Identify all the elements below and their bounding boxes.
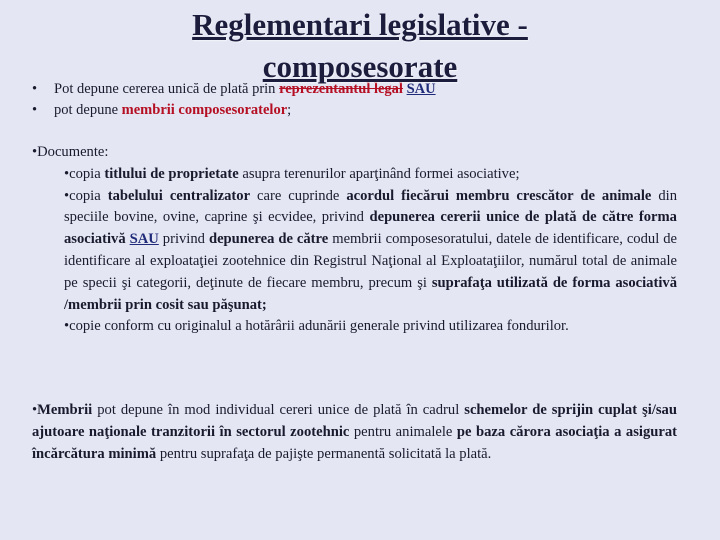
bullet2-lead: pot depune (54, 102, 119, 118)
bullet-dot: • (32, 102, 38, 118)
bullet-dot: • (32, 81, 38, 97)
documents-heading: •Documente: (32, 144, 109, 160)
document-item-titlu: •copia titlului de proprietate asupra terenurilor aparţinând formei asociative; (64, 165, 520, 182)
membrii-paragraph: •Membrii pot depune în mod individual cereri unice de plată în cadrul schemelor de sprijin cuplat şi/sau ajutoare naţionale tranzitorii în sectorul zootehnic pentru animalele pe baza cărora asociaţia a asigurat încărcătura minimă pentru suprafaţa de pajişte permanentă solicitată la plată. (32, 402, 677, 462)
bullet1-lead: Pot depune cererea unică de plată prin (54, 81, 276, 97)
bullet2-end: ; (287, 102, 292, 118)
documents-section (32, 142, 677, 338)
document-item-tabel: •copia tabelului centralizator care cuprinde acordul fiecărui membru crescător de animale din speciile bovine, ovine, caprine şi ecvidee, privind depunerea cererii unice de plată de către forma asociativă SAU privind depunerea de către membrii composesoratului, datele de identificare, codul de identificare al exploataţiei zootehnice din Registrul Naţional al Exploataţiilor, numărul total de animale pe specii şi categorii, deţinute de fiecare membru, precum şi suprafaţa utilizată de forma asociativă /membrii prin cosit sau păşunat; (64, 187, 678, 313)
item2-sau: SAU (129, 231, 159, 248)
bullet-membrii (32, 100, 291, 120)
bullet1-red-text: reprezentantul legal (279, 81, 403, 97)
page-title-line-2: composesorate (262, 49, 458, 84)
bullet2-red-text: membrii composesoratelor (121, 102, 288, 118)
document-item-hotarare: •copie conform cu originalul a hotărârii adunării generale privind utilizarea fondurilor. (64, 318, 569, 335)
page-title-line-1: Reglementari legislative - (192, 7, 528, 42)
bullet1-sau: SAU (406, 81, 436, 97)
